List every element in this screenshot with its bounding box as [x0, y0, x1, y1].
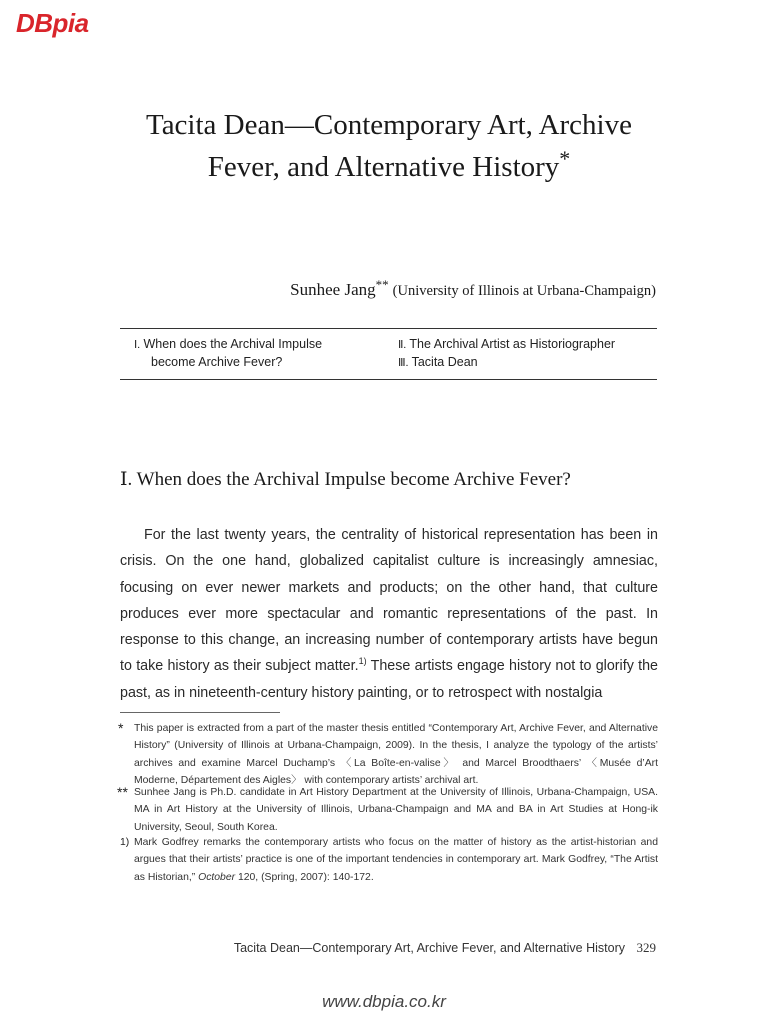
toc-item-2-number: Ⅱ.: [398, 339, 407, 351]
footnote-1-text: This paper is extracted from a part of the master thesis entitled “Contemporary Art, Archive Fever, and Alternative History” (University of Illinois at Urbana-Champaign, 2009). In the thesis, I analyze the typology of the artists’ archives and examine Marcel Duchamp’s 〈La Boîte-en-valise〉 and Marcel Broodthaers’ 〈Musée d’Art Moderne, Département des Aigles〉 with contemporary artists’ archival art.: [134, 723, 658, 786]
table-of-contents: [120, 328, 657, 380]
footnote-divider: [120, 712, 280, 713]
body-paragraph: [120, 522, 658, 706]
toc-item-3-label: Tacita Dean: [411, 355, 478, 369]
toc-item-1-number: Ⅰ.: [134, 339, 140, 351]
body-text: [120, 522, 658, 706]
site-url[interactable]: www.dbpia.co.kr: [322, 992, 446, 1011]
footnote-2-mark: **: [117, 784, 128, 800]
footnote-3-text: Mark Godfrey remarks the contemporary artists who focus on the matter of history as the artist-historian and argues that their artists’ practice is one of the important tendencies in contemporary art. Mark Godfrey, “The Artist as Historian,”: [134, 837, 658, 883]
author-line: [290, 277, 656, 300]
footnote-3-mark: 1): [120, 837, 130, 848]
footnote-ref-1[interactable]: 1): [358, 656, 367, 667]
toc-item-2-label: The Archival Artist as Historiographer: [409, 337, 616, 351]
running-head: Tacita Dean―Contemporary Art, Archive Fever, and Alternative History: [233, 941, 626, 955]
toc-item-1: [134, 335, 322, 354]
footnote-3-journal: October: [198, 871, 236, 883]
footnote-1-mark: *: [118, 720, 124, 736]
author-affiliation: (University of Illinois at Urbana-Champaign): [392, 283, 656, 299]
title-footnote-mark: *: [559, 146, 571, 171]
author-name: Sunhee Jang: [290, 280, 376, 299]
footnote-2-text: Sunhee Jang is Ph.D. candidate in Art History Department at the University of Illinois, Urbana-Champaign, USA. MA in Art History at the University of Illinois, Urbana-Champaign and MA and BA in Art Studies at Hong-ik University, Seoul, South Korea.: [134, 787, 658, 833]
title-line-2: [100, 146, 678, 188]
footnote-1: [118, 720, 658, 789]
toc-item-2: [398, 335, 615, 354]
toc-item-1-label: When does the Archival Impulse: [143, 337, 323, 351]
section-heading: Ⅰ. When does the Archival Impulse become Archive Fever?: [120, 469, 571, 490]
toc-item-1-continued: become Archive Fever?: [151, 355, 283, 369]
footnote-3: [120, 834, 658, 886]
dbpia-logo[interactable]: DBpia: [16, 8, 89, 38]
running-footer: [234, 940, 656, 956]
body-text-part-1: For the last twenty years, the centrality of historical representation has been in crisis. On the one hand, globalized capitalist culture is increasingly amnesiac, focusing on ever newer markets and products; on the other hand, that culture produces ever more spectacular and romantic representations of the past. In response to this change, an increasing number of contemporary artists have begun to take history as their subject matter.: [120, 527, 658, 675]
toc-item-3-number: Ⅲ.: [398, 357, 409, 369]
toc-item-3: [398, 353, 478, 372]
footnote-3-citation: 120, (Spring, 2007): 140-172.: [235, 871, 374, 883]
title-line-2-text: Fever, and Alternative History: [207, 151, 560, 183]
title-line-1: Tacita Dean―Contemporary Art, Archive: [146, 109, 632, 141]
page-number: 329: [636, 940, 656, 955]
author-footnote-mark: **: [375, 277, 389, 292]
body-text-part-2: These artists engage history not to glorify the past, as in nineteenth-century history painting, or to retrospect with nostalgia: [120, 658, 658, 701]
footnote-2: [117, 784, 658, 836]
paper-title: [100, 104, 678, 188]
